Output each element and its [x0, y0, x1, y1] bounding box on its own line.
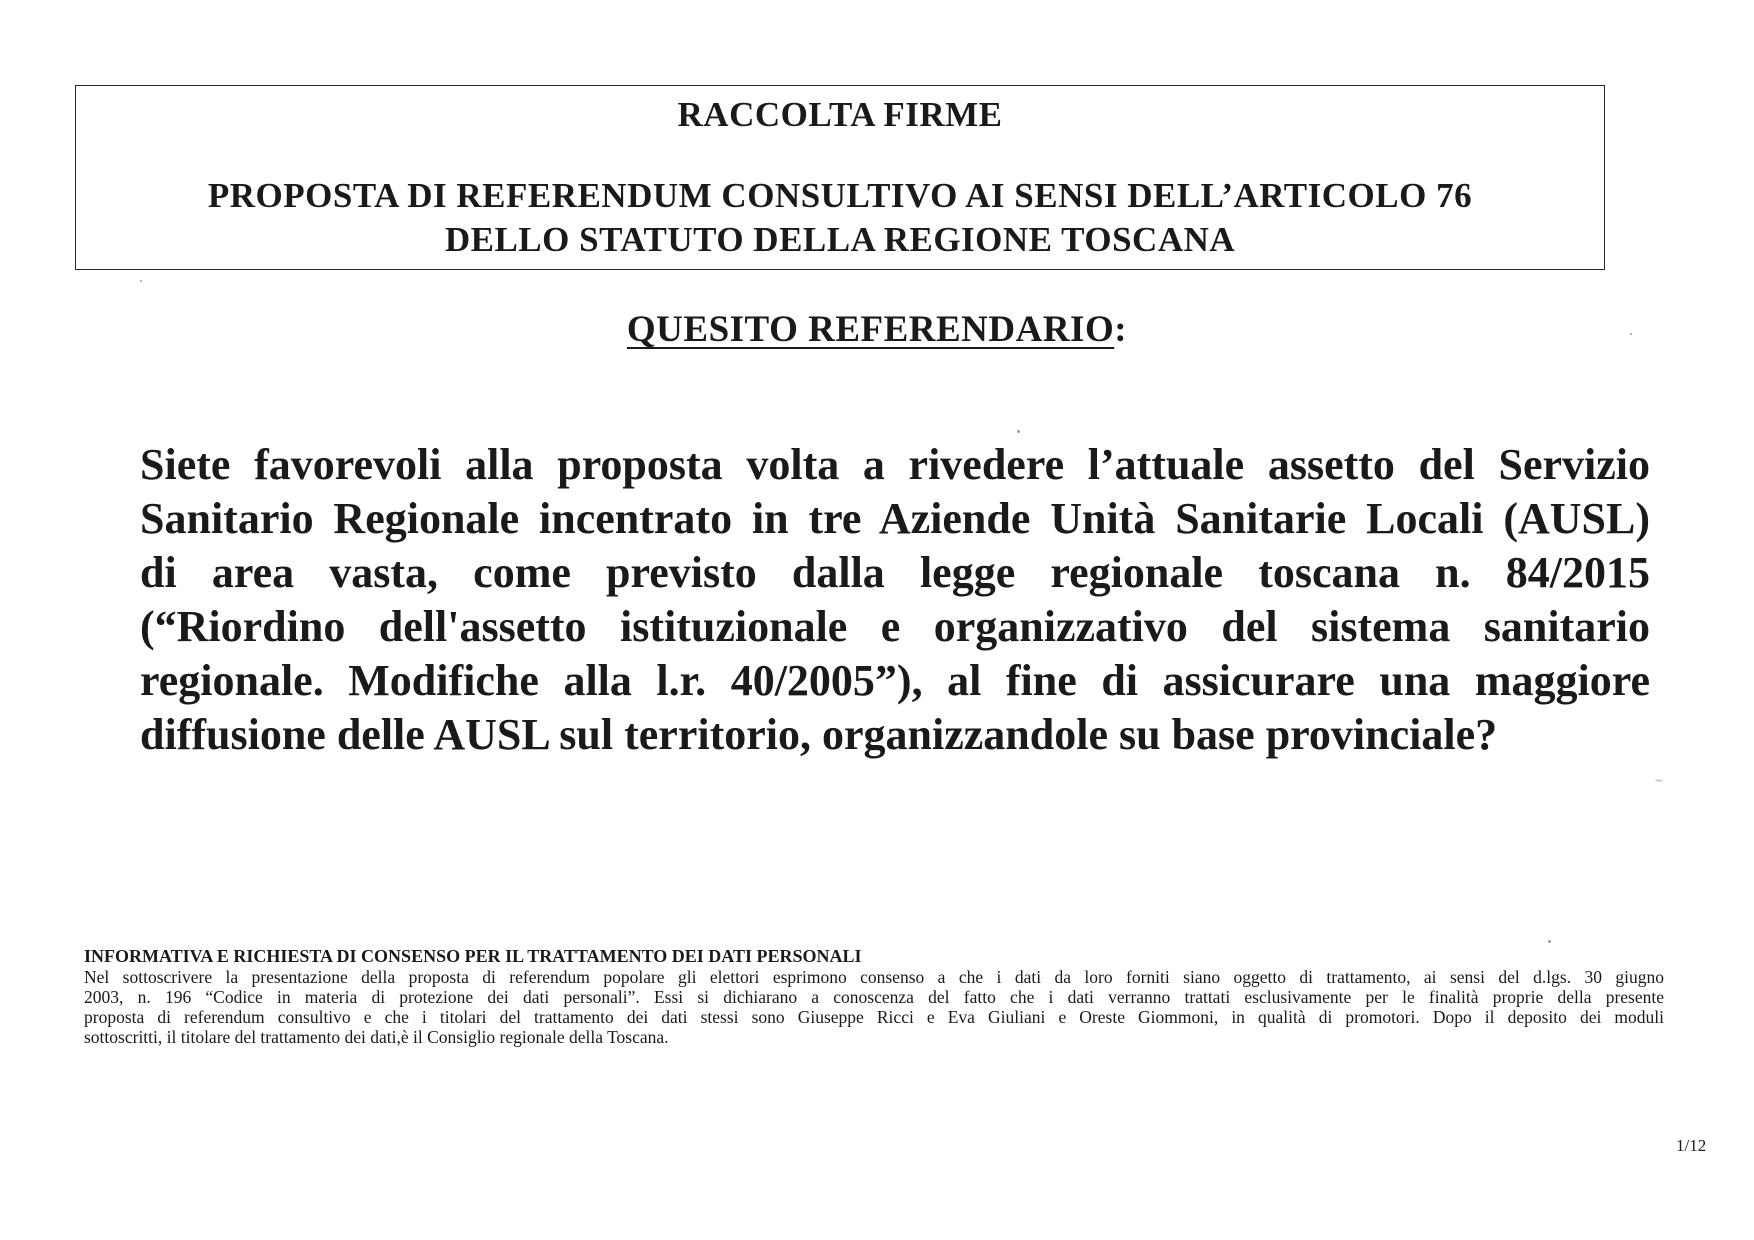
- privacy-line: 2003, n. 196 “Codice in materia di protezione dei dati personali”. Essi si dichiarano a conoscenza del fatto che i dati verranno trattati esclusivamente per le finalità proprie della presente: [84, 987, 1664, 1007]
- scan-speck: [1655, 779, 1663, 782]
- quesito-heading-colon: :: [1114, 309, 1128, 350]
- question-line: Sanitario Regionale incentrato in tre Aziende Unità Sanitarie Locali (AUSL): [140, 494, 1650, 543]
- document-subtitle: [76, 174, 1604, 262]
- privacy-line: Nel sottoscrivere la presentazione della proposta di referendum popolare gli elettori esprimono consenso a che i dati da loro forniti siano oggetto di trattamento, ai sensi del d.lgs. 30 giugno: [84, 967, 1664, 987]
- question-line: di area vasta, come previsto dalla legge regionale toscana n. 84/2015: [140, 548, 1650, 597]
- question-line: (“Riordino dell'assetto istituzionale e organizzativo del sistema sanitario: [140, 602, 1650, 651]
- subtitle-line: PROPOSTA DI REFERENDUM CONSULTIVO AI SENSI DELL’ARTICOLO 76: [207, 176, 1473, 215]
- scan-speck: [1017, 430, 1020, 433]
- document-title: RACCOLTA FIRME: [677, 95, 1003, 134]
- scan-speck: [1630, 333, 1632, 335]
- question-line: diffusione delle AUSL sul territorio, organizzandole su base provinciale?: [140, 710, 1498, 759]
- referendum-question: [140, 438, 1650, 762]
- privacy-notice: [84, 946, 1664, 1047]
- page-number: 1/12: [1676, 1136, 1707, 1155]
- question-line: regionale. Modifiche alla l.r. 40/2005”), al fine di assicurare una maggiore: [140, 656, 1650, 705]
- subtitle-line: DELLO STATUTO DELLA REGIONE TOSCANA: [444, 219, 1236, 259]
- privacy-title: INFORMATIVA E RICHIESTA DI CONSENSO PER IL TRATTAMENTO DEI DATI PERSONALI: [84, 946, 862, 966]
- scan-speck: [140, 280, 142, 282]
- scan-speck: [1548, 940, 1551, 943]
- header-box: [75, 85, 1605, 270]
- quesito-heading: [0, 308, 1754, 351]
- question-line: Siete favorevoli alla proposta volta a rivedere l’attuale assetto del Servizio: [140, 440, 1650, 489]
- privacy-line: sottoscritti, il titolare del trattamento dei dati,è il Consiglio regionale della Toscana.: [84, 1027, 669, 1047]
- privacy-line: proposta di referendum consultivo e che i titolari del trattamento dei dati stessi sono Giuseppe Ricci e Eva Giuliani e Oreste Giommoni, in qualità di promotori. Dopo il deposito dei moduli: [84, 1007, 1664, 1027]
- quesito-heading-text: QUESITO REFERENDARIO: [626, 309, 1115, 350]
